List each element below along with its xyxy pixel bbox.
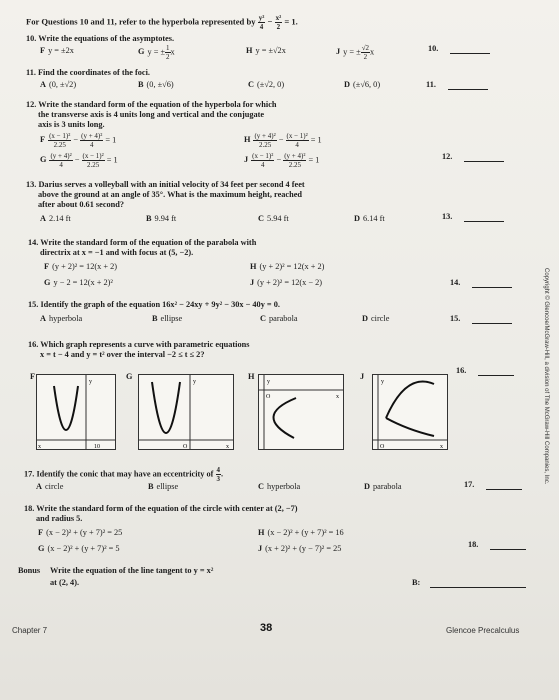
q11-option-d[interactable]: D (±√6, 0) bbox=[344, 80, 381, 89]
q16-graph-g-y-label: y bbox=[193, 379, 196, 385]
q16-answer-blank[interactable] bbox=[478, 366, 514, 376]
q17-answer-label: 17. bbox=[464, 480, 475, 489]
q12-answer-label: 12. bbox=[442, 152, 453, 161]
q13-answer-blank[interactable] bbox=[464, 212, 504, 222]
copyright-sidebar: Copyright © Glencoe/McGraw-Hill, a division of The McGraw-Hill Companies, Inc. bbox=[543, 268, 549, 485]
q17-option-d[interactable]: D parabola bbox=[364, 482, 402, 491]
q16-graph-j-y-label: y bbox=[381, 379, 384, 385]
q18-option-f[interactable]: F (x − 2)² + (y + 7)² = 25 bbox=[38, 528, 123, 537]
q15-answer-blank[interactable] bbox=[472, 314, 512, 324]
footer-book-title: Glencoe Precalculus bbox=[446, 626, 520, 635]
q11-option-b[interactable]: B (0, ±√6) bbox=[138, 80, 174, 89]
bonus-label: Bonus bbox=[18, 566, 41, 575]
q16-graph-h-y-label: y bbox=[267, 379, 270, 385]
q12-answer-blank[interactable] bbox=[464, 152, 504, 162]
q15-option-d[interactable]: D circle bbox=[362, 314, 390, 323]
q15-option-c[interactable]: C parabola bbox=[260, 314, 298, 323]
q14-answer-label: 14. bbox=[450, 278, 461, 287]
q16-stem-line1: 16. Which graph represents a curve with parametric equations bbox=[28, 340, 250, 349]
q16-graph-j-x-label: x bbox=[440, 444, 443, 450]
q16-graph-g-label[interactable]: G bbox=[126, 372, 133, 381]
q17-answer-blank[interactable] bbox=[486, 480, 522, 490]
q12-option-h[interactable]: H $\frac{\text{(y + 4)²}}{2.25}$ − $\frac{\text{(x − 1)²}}{4}$ = 1 bbox=[244, 132, 322, 149]
footer-page-number: 38 bbox=[260, 622, 273, 634]
q14-option-j[interactable]: J (y + 2)² = 12(x − 2) bbox=[250, 278, 323, 287]
q13-stem-line1: 13. Darius serves a volleyball with an initial velocity of 34 feet per second 4 feet bbox=[26, 180, 305, 189]
q10-option-f[interactable]: F y = ±2x bbox=[40, 46, 74, 55]
header-frac-1: $\frac{\text{y²}}{4}$ bbox=[258, 14, 265, 31]
q16-graph-h-origin: O bbox=[266, 394, 271, 400]
q15-stem: 15. Identify the graph of the equation 16x² − 24xy + 9y² − 30x − 40y = 0. bbox=[28, 300, 280, 309]
q18-answer-blank[interactable] bbox=[490, 540, 526, 550]
bonus-answer-label: B: bbox=[412, 578, 421, 587]
q18-option-j[interactable]: J (x + 2)² + (y − 7)² = 25 bbox=[258, 544, 342, 553]
q14-option-h[interactable]: H (y + 2)² = 12(x + 2) bbox=[250, 262, 325, 271]
q16-stem-line2: x = t − 4 and y = t² over the interval −2 ≤ t ≤ 2? bbox=[40, 350, 205, 359]
q16-graph-g-origin: O bbox=[183, 444, 188, 450]
q14-option-g[interactable]: G y − 2 = 12(x + 2)² bbox=[44, 278, 113, 287]
q17-option-a[interactable]: A circle bbox=[36, 482, 64, 491]
q16-graph-j-label[interactable]: J bbox=[360, 372, 365, 381]
q13-option-b[interactable]: B 9.94 ft bbox=[146, 214, 177, 223]
footer-chapter: Chapter 7 bbox=[12, 626, 48, 635]
q12-option-j[interactable]: J $\frac{\text{(x − 1)²}}{4}$ − $\frac{\text{(y + 4)²}}{2.25}$ = 1 bbox=[244, 152, 320, 169]
q16-graph-f-x-label: x bbox=[38, 444, 41, 450]
q12-stem-line1: 12. Write the standard form of the equation of the hyperbola for which bbox=[26, 100, 277, 109]
q10-stem: 10. Write the equations of the asymptotes. bbox=[26, 34, 175, 43]
q15-option-b[interactable]: B ellipse bbox=[152, 314, 183, 323]
q16-graph-f-label[interactable]: F bbox=[30, 372, 36, 381]
header-frac-2: $\frac{\text{x²}}{2}$ bbox=[275, 14, 282, 31]
q12-stem-line3: axis is 3 units long. bbox=[38, 120, 105, 129]
q10-option-g[interactable]: G y = ± $\frac{1}{2}$ x bbox=[138, 44, 175, 61]
q12-option-f[interactable]: F $\frac{\text{(x − 1)²}}{2.25}$ − $\frac{\text{(y + 4)²}}{4}$ = 1 bbox=[40, 132, 117, 149]
q13-stem-line2: above the ground at an angle of 35°. What is the maximum height, reached bbox=[38, 190, 302, 199]
bonus-stem-line1: Write the equation of the line tangent to y = x² bbox=[50, 566, 214, 575]
q16-graph-h[interactable] bbox=[258, 374, 344, 450]
q11-answer-label: 11. bbox=[426, 80, 436, 89]
q13-answer-label: 13. bbox=[442, 212, 453, 221]
q14-stem-line2: directrix at x = −1 and with focus at (5, −2). bbox=[40, 248, 194, 257]
q14-answer-blank[interactable] bbox=[472, 278, 512, 288]
q11-option-c[interactable]: C (±√2, 0) bbox=[248, 80, 285, 89]
q17-option-b[interactable]: B ellipse bbox=[148, 482, 179, 491]
q12-option-g[interactable]: G $\frac{\text{(y + 4)²}}{4}$ − $\frac{\text{(x − 1)²}}{2.25}$ = 1 bbox=[40, 152, 118, 169]
q17-option-c[interactable]: C hyperbola bbox=[258, 482, 301, 491]
q15-option-a[interactable]: A hyperbola bbox=[40, 314, 83, 323]
q16-graph-j-origin: O bbox=[380, 444, 385, 450]
q17-eccentricity-frac: $\frac{4}{3}$ bbox=[216, 466, 220, 483]
q16-graph-f-tick-10: 10 bbox=[94, 444, 100, 450]
q13-stem-line3: after about 0.61 second? bbox=[38, 200, 125, 209]
q11-option-a[interactable]: A (0, ±√2) bbox=[40, 80, 77, 89]
q16-graph-f-y-label: y bbox=[89, 379, 92, 385]
q16-graph-h-label[interactable]: H bbox=[248, 372, 255, 381]
q16-graph-h-x-label: x bbox=[336, 394, 339, 400]
q16-answer-label: 16. bbox=[456, 366, 467, 375]
q17-stem: 17. Identify the conic that may have an eccentricity of $\frac{4}{3}$ . bbox=[24, 466, 224, 483]
q18-option-h[interactable]: H (x − 2)² + (y + 7)² = 16 bbox=[258, 528, 344, 537]
q13-option-d[interactable]: D 6.14 ft bbox=[354, 214, 385, 223]
q16-graph-f[interactable] bbox=[36, 374, 116, 450]
bonus-answer-blank[interactable] bbox=[430, 578, 526, 588]
q18-stem-line1: 18. Write the standard form of the equation of the circle with center at (2, −7) bbox=[24, 504, 298, 513]
q13-option-a[interactable]: A 2.14 ft bbox=[40, 214, 71, 223]
q18-stem-line2: and radius 5. bbox=[36, 514, 83, 523]
q14-stem-line1: 14. Write the standard form of the equation of the parabola with bbox=[28, 238, 257, 247]
q12-stem-line2: the transverse axis is 4 units long and vertical and the conjugate bbox=[38, 110, 265, 119]
q10-answer-blank[interactable] bbox=[450, 44, 490, 54]
q10-answer-label: 10. bbox=[428, 44, 439, 53]
q11-answer-blank[interactable] bbox=[448, 80, 488, 90]
q10-option-j[interactable]: J y = ± $\frac{√2}{2}$ x bbox=[336, 44, 375, 61]
q16-graph-g[interactable] bbox=[138, 374, 234, 450]
q16-graph-g-x-label: x bbox=[226, 444, 229, 450]
q14-option-f[interactable]: F (y + 2)² = 12(x + 2) bbox=[44, 262, 117, 271]
header-instruction: For Questions 10 and 11, refer to the hyperbola represented by $\frac{\text{y²}}{4}$ − $\frac{\text{x²}}{2}$ = 1. bbox=[26, 14, 298, 31]
q13-option-c[interactable]: C 5.94 ft bbox=[258, 214, 289, 223]
q18-answer-label: 18. bbox=[468, 540, 479, 549]
q18-option-g[interactable]: G (x − 2)² + (y + 7)² = 5 bbox=[38, 544, 120, 553]
q11-stem: 11. Find the coordinates of the foci. bbox=[26, 68, 150, 77]
q10-option-h[interactable]: H y = ±√2x bbox=[246, 46, 286, 55]
q15-answer-label: 15. bbox=[450, 314, 461, 323]
q16-graph-j[interactable] bbox=[372, 374, 448, 450]
bonus-stem-line2: at (2, 4). bbox=[50, 578, 80, 587]
